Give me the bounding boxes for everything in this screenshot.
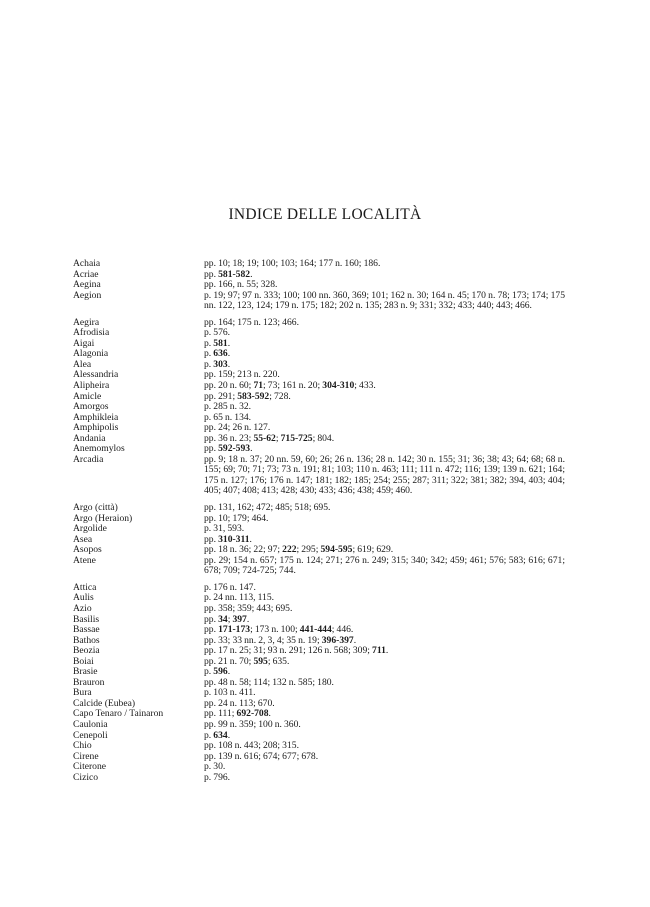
place-name: Cizico: [73, 771, 99, 783]
place-name: Bura: [73, 687, 92, 699]
index-entry: [73, 752, 565, 763]
place-name: Caulonia: [73, 718, 108, 730]
place-index: [73, 259, 565, 783]
page-references: pp. 171-173; 173 n. 100; 441-444; 446.: [204, 624, 354, 636]
place-name: Citerone: [73, 761, 107, 773]
index-entry: [73, 646, 565, 657]
place-name: Chio: [73, 740, 92, 752]
index-entry: [73, 720, 565, 731]
place-name: Argolide: [73, 523, 107, 535]
index-entry: [73, 381, 565, 392]
place-name: Argo (Heraion): [73, 512, 133, 524]
page-references: p. 596.: [204, 666, 231, 678]
page-references: pp. 581-582.: [204, 268, 253, 280]
place-name: Bassae: [73, 624, 100, 636]
place-name: Anemomylos: [73, 443, 125, 455]
place-name: Arcadia: [73, 453, 104, 465]
index-entry: [73, 731, 565, 742]
page-references: p. 31, 593.: [204, 523, 245, 535]
page-references: p. 636.: [204, 348, 231, 360]
page-references: pp. 164; 175 n. 123; 466.: [204, 316, 299, 328]
page-references: p. 19; 97; 97 n. 333; 100; 100 nn. 360, 369; 101; 162 n. 30; 164 n. 45; 170 n. 78; 173; 174; 175 nn. 122, 123, 124; 179 n. 175; 182; 202 n. 135; 283 n. 9; 331; 332; 433; 440; 443; 466.: [204, 289, 565, 312]
place-name: Alessandria: [73, 369, 119, 381]
place-name: Atene: [73, 554, 96, 566]
page-references: pp. 139 n. 616; 674; 677; 678.: [204, 750, 319, 762]
page-references: pp. 166, n. 55; 328.: [204, 279, 278, 291]
page-references: pp. 592-593.: [204, 443, 253, 455]
place-name: Andania: [73, 432, 106, 444]
index-entry: [73, 556, 565, 577]
index-entry: [73, 688, 565, 699]
page-references: pp. 34; 397.: [204, 613, 250, 625]
page-references: p. 303.: [204, 358, 231, 370]
page-references: pp. 18 n. 36; 22; 97; 222; 295; 594-595; 619; 629.: [204, 544, 394, 556]
page-references: p. 176 n. 147.: [204, 581, 256, 593]
index-entry: [73, 392, 565, 403]
index-entry: [73, 503, 565, 514]
place-name: Amicle: [73, 390, 102, 402]
place-name: Basilis: [73, 613, 100, 625]
page-references: pp. 36 n. 23; 55-62; 715-725; 804.: [204, 432, 335, 444]
page-references: pp. 358; 359; 443; 695.: [204, 602, 293, 614]
page-references: pp. 24; 26 n. 127.: [204, 422, 271, 434]
place-name: Aegion: [73, 289, 102, 301]
place-name: Brasie: [73, 666, 98, 678]
index-entry: [73, 328, 565, 339]
place-name: Asopos: [73, 544, 102, 556]
page-references: pp. 111; 692-708.: [204, 708, 271, 720]
place-name: Brauron: [73, 676, 105, 688]
place-name: Argo (città): [73, 502, 118, 514]
index-entry: [73, 259, 565, 270]
place-name: Achaia: [73, 258, 101, 269]
place-name: Amphikleia: [73, 411, 119, 423]
place-name: Alea: [73, 358, 92, 370]
page-references: pp. 10; 179; 464.: [204, 512, 269, 524]
index-entry: [73, 741, 565, 752]
page-references: p. 581.: [204, 337, 231, 349]
page-references: pp. 291; 583-592; 728.: [204, 390, 291, 402]
place-name: Afrodisia: [73, 327, 110, 339]
place-name: Aulis: [73, 592, 94, 604]
page-references: pp. 21 n. 70; 595; 635.: [204, 655, 290, 667]
index-entry: [73, 360, 565, 371]
page-references: p. 634.: [204, 729, 231, 741]
index-entry: [73, 434, 565, 445]
page-references: pp. 131, 162; 472; 485; 518; 695.: [204, 502, 331, 514]
place-name: Calcide (Eubea): [73, 697, 136, 709]
page-references: pp. 17 n. 25; 31; 93 n. 291; 126 n. 568; 309; 711.: [204, 645, 389, 657]
place-name: Amphipolis: [73, 422, 119, 434]
page-references: p. 65 n. 134.: [204, 411, 252, 423]
place-name: Alipheira: [73, 380, 110, 392]
page-references: pp. 108 n. 443; 208; 315.: [204, 740, 299, 752]
place-name: Asea: [73, 533, 93, 545]
index-entry: [73, 318, 565, 329]
index-entry: [73, 291, 565, 312]
page-references: p. 285 n. 32.: [204, 401, 252, 413]
index-entry: [73, 402, 565, 413]
place-name: Attica: [73, 581, 97, 593]
place-name: Aigai: [73, 337, 95, 349]
index-entry: [73, 514, 565, 525]
place-name: Azio: [73, 602, 92, 614]
page-references: pp. 24 n. 113; 670.: [204, 697, 275, 709]
place-name: Alagonia: [73, 348, 109, 360]
place-name: Capo Tenaro / Tainaron: [73, 708, 164, 720]
page-title: INDICE DELLE LOCALITÀ: [228, 206, 422, 223]
index-entry: [73, 524, 565, 535]
page-references: p. 103 n. 411.: [204, 687, 256, 699]
index-entry: [73, 455, 565, 497]
place-name: Boiai: [73, 655, 94, 667]
page-references: pp. 48 n. 58; 114; 132 n. 585; 180.: [204, 676, 334, 688]
index-entry: [73, 762, 565, 773]
page-references: p. 796.: [204, 771, 231, 783]
place-name: Bathos: [73, 634, 100, 646]
page-references: pp. 33; 33 nn. 2, 3, 4; 35 n. 19; 396-397.: [204, 634, 357, 646]
page-references: p. 24 nn. 113, 115.: [204, 592, 275, 604]
index-entry: [73, 604, 565, 615]
page-references: pp. 20 n. 60; 71; 73; 161 n. 20; 304-310; 433.: [204, 380, 376, 392]
page-references: pp. 10; 18; 19; 100; 103; 164; 177 n. 160; 186.: [204, 258, 381, 269]
index-entry: [73, 339, 565, 350]
page-references: pp. 9; 18 n. 37; 20 nn. 59, 60; 26; 26 n. 136; 28 n. 142; 30 n. 155; 31; 36; 38; 43; 64; 68; 68 n. 155; 69; 70; 71; 73; 73 n. 191; 81; 103; 110 n. 463; 111; 111 n. 472; 116; 139; 139 n. 621; 164; 175 n. 127; 176; 176 n. 147; 181; 182; 185; 254; 255; 287; 311; 322; 381; 382; 394, 403; 404; 405; 407; 408; 413; 428; 430; 433; 436; 438; 459; 460.: [204, 453, 565, 497]
place-name: Cenepoli: [73, 729, 108, 741]
index-entry: [73, 678, 565, 689]
index-entry: [73, 593, 565, 604]
place-name: Acriae: [73, 268, 99, 280]
page-references: pp. 29; 154 n. 657; 175 n. 124; 271; 276 n. 249; 315; 340; 342; 459; 461; 576; 583; 616; 671; 678; 709; 724-725; 744.: [204, 554, 565, 577]
index-entry: [73, 583, 565, 594]
index-entry: [73, 773, 565, 784]
page-references: p. 576.: [204, 327, 231, 339]
index-entry: [73, 270, 565, 281]
index-entry: [73, 625, 565, 636]
place-name: Aegina: [73, 279, 101, 291]
page-references: pp. 159; 213 n. 220.: [204, 369, 280, 381]
place-name: Aegira: [73, 316, 100, 328]
page-references: pp. 99 n. 359; 100 n. 360.: [204, 718, 301, 730]
index-entry: [73, 349, 565, 360]
page-references: p. 30.: [204, 761, 226, 773]
place-name: Beozia: [73, 645, 100, 657]
index-entry: [73, 657, 565, 668]
place-name: Amorgos: [73, 401, 109, 413]
index-entry: [73, 413, 565, 424]
page-references: pp. 310-311.: [204, 533, 252, 545]
index-entry: [73, 709, 565, 720]
place-name: Cirene: [73, 750, 99, 762]
